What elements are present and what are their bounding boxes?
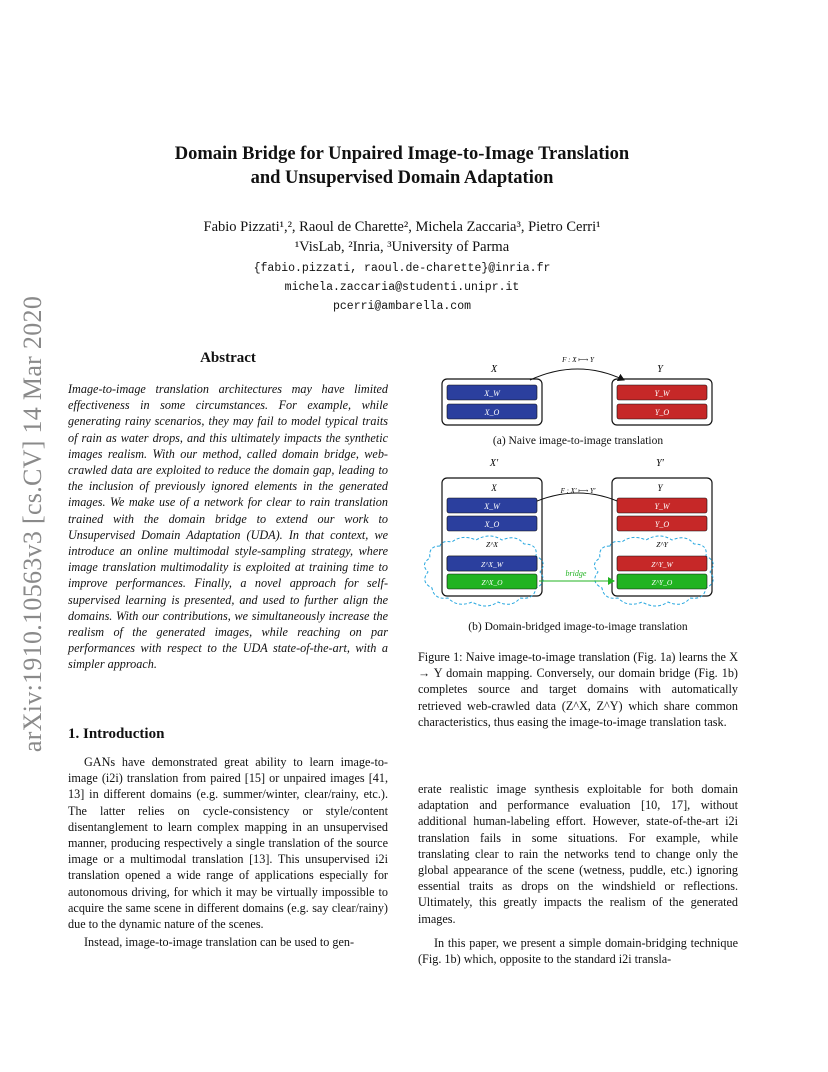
zyw-label: Z^Y_W xyxy=(651,560,673,569)
subcaption-a: (a) Naive image-to-image translation xyxy=(492,435,664,447)
zy-label: Z^Y xyxy=(656,540,668,549)
yw-label-b: Y_W xyxy=(654,502,670,511)
figure-1-diagram xyxy=(418,354,738,640)
yo-label-a: Y_O xyxy=(654,408,670,417)
subcaption-b: (b) Domain-bridged image-to-image translation xyxy=(468,621,688,633)
figure-1-caption: Figure 1: Naive image-to-image translation (Fig. 1a) learns the X → Y domain mapping. Conversely, our domain bridge (Fig. 1b) completes source and target domains with automatically retrieved web-crawled data (Z^X, Z^Y) which share common characteristics, thus easing the image-to-image translation task. xyxy=(418,650,738,729)
figure-1 xyxy=(418,354,738,640)
label-x-a: X xyxy=(490,364,498,375)
mapping-arrow-a xyxy=(530,369,624,380)
abstract-heading: Abstract xyxy=(200,350,256,366)
intro-paragraph-1: GANs have demonstrated great ability to learn image-to-image (i2i) translation from paired [15] or unpaired images [41, 13] in different domains (e.g. summer/winter, clear/rainy, etc.). The latter relies on cycle-consistency or style/content disentanglement to learn complex mapping in an unsupervised manner, producing respectively a single translation of the source image or a multimodal translation [13]. This unsupervised i2i translation opened a wide range of applications especially for autonomous driving, for which it may be virtually impossible to acquire the same scene in different domains (e.g. say clear/rainy) due to the dynamic nature of the scenes. xyxy=(68,755,388,932)
label-y-a: Y xyxy=(657,364,663,375)
zx-label: Z^X xyxy=(486,540,498,549)
label-yprime: Y′ xyxy=(656,458,664,469)
email-1: {fabio.pizzati, raoul.de-charette}@inria.fr xyxy=(253,262,551,275)
right-column-text xyxy=(418,781,738,967)
arxiv-identifier: arXiv:1910.10563v3 [cs.CV] 14 Mar 2020 xyxy=(18,295,47,753)
xw-label-b: X_W xyxy=(484,502,500,511)
affiliations: ¹VisLab, ²Inria, ³University of Parma xyxy=(294,239,510,255)
introduction-heading: 1. Introduction xyxy=(68,726,165,742)
label-x-b: X xyxy=(491,483,497,493)
email-3: pcerri@ambarella.com xyxy=(332,300,472,313)
col2-paragraph-1: erate realistic image synthesis exploitable for both domain adaptation and performance evaluation [10, 17], without additional human-labeling effort. However, state-of-the-art i2i translation fails in some situations. For example, while translating clear to rain the networks tend to change only the global appearance of the scene (wetness, puddle, etc.) ignoring essential traits as drops on the windshield or reflections. Ultimately, this greatly impacts the realism of the generated images. xyxy=(418,782,738,926)
xw-label-a: X_W xyxy=(484,389,500,398)
zxw-label: Z^X_W xyxy=(481,560,503,569)
label-xprime: X′ xyxy=(489,458,499,469)
intro-paragraph-2: Instead, image-to-image translation can be used to gen- xyxy=(84,935,355,950)
label-y-b: Y xyxy=(657,483,663,493)
xo-label-b: X_O xyxy=(484,520,500,529)
yo-label-b: Y_O xyxy=(654,520,670,529)
paper-title: Domain Bridge for Unpaired Image-to-Image Translation and Unsupervised Domain Adaptation xyxy=(174,144,630,188)
author-block xyxy=(100,217,704,257)
abstract-text: Image-to-image translation architectures may have limited effectiveness in some circumstances. For example, while generating rainy scenarios, they may fail to model typical traits of rain as water drops, and this ultimately impacts the synthetic images realism. With our method, called domain bridge, web-crawled data are exploited to reduce the domain gap, leading to the inclusion of previously ignored elements in the generated images. We make use of a network for clear to rain translation trained with the domain bridge to extend our work to Unsupervised Domain Adaptation (UDA). In that context, we introduce an online multimodal style-sampling strategy, where image translation multimodality is exploited at training time to improve performances. Finally, a novel approach for self-supervised learning is presented, and used to further align the domains. With our contributions, we simultaneously increase the realism of the generated images, while reaching on par performances with respect to the UDA state-of-the-art, with a simpler approach. xyxy=(68,382,388,672)
mapping-label-a: F : X ⟼ Y xyxy=(562,356,594,364)
zyo-label: Z^Y_O xyxy=(651,578,673,587)
yw-label-a: Y_W xyxy=(654,389,670,398)
authors: Fabio Pizzati¹,², Raoul de Charette², Michela Zaccaria³, Pietro Cerri¹ xyxy=(203,219,601,235)
email-2: michela.zaccaria@studenti.unipr.it xyxy=(284,281,520,294)
mapping-label-b: F : X′ ⟼ Y′ xyxy=(560,487,596,495)
xo-label-a: X_O xyxy=(484,408,500,417)
zxo-label: Z^X_O xyxy=(481,578,503,587)
bridge-label: bridge xyxy=(565,569,587,578)
introduction-column xyxy=(68,754,388,950)
col2-paragraph-2: In this paper, we present a simple domain-bridging technique (Fig. 1b) which, opposite to the standard i2i transla- xyxy=(418,935,738,967)
